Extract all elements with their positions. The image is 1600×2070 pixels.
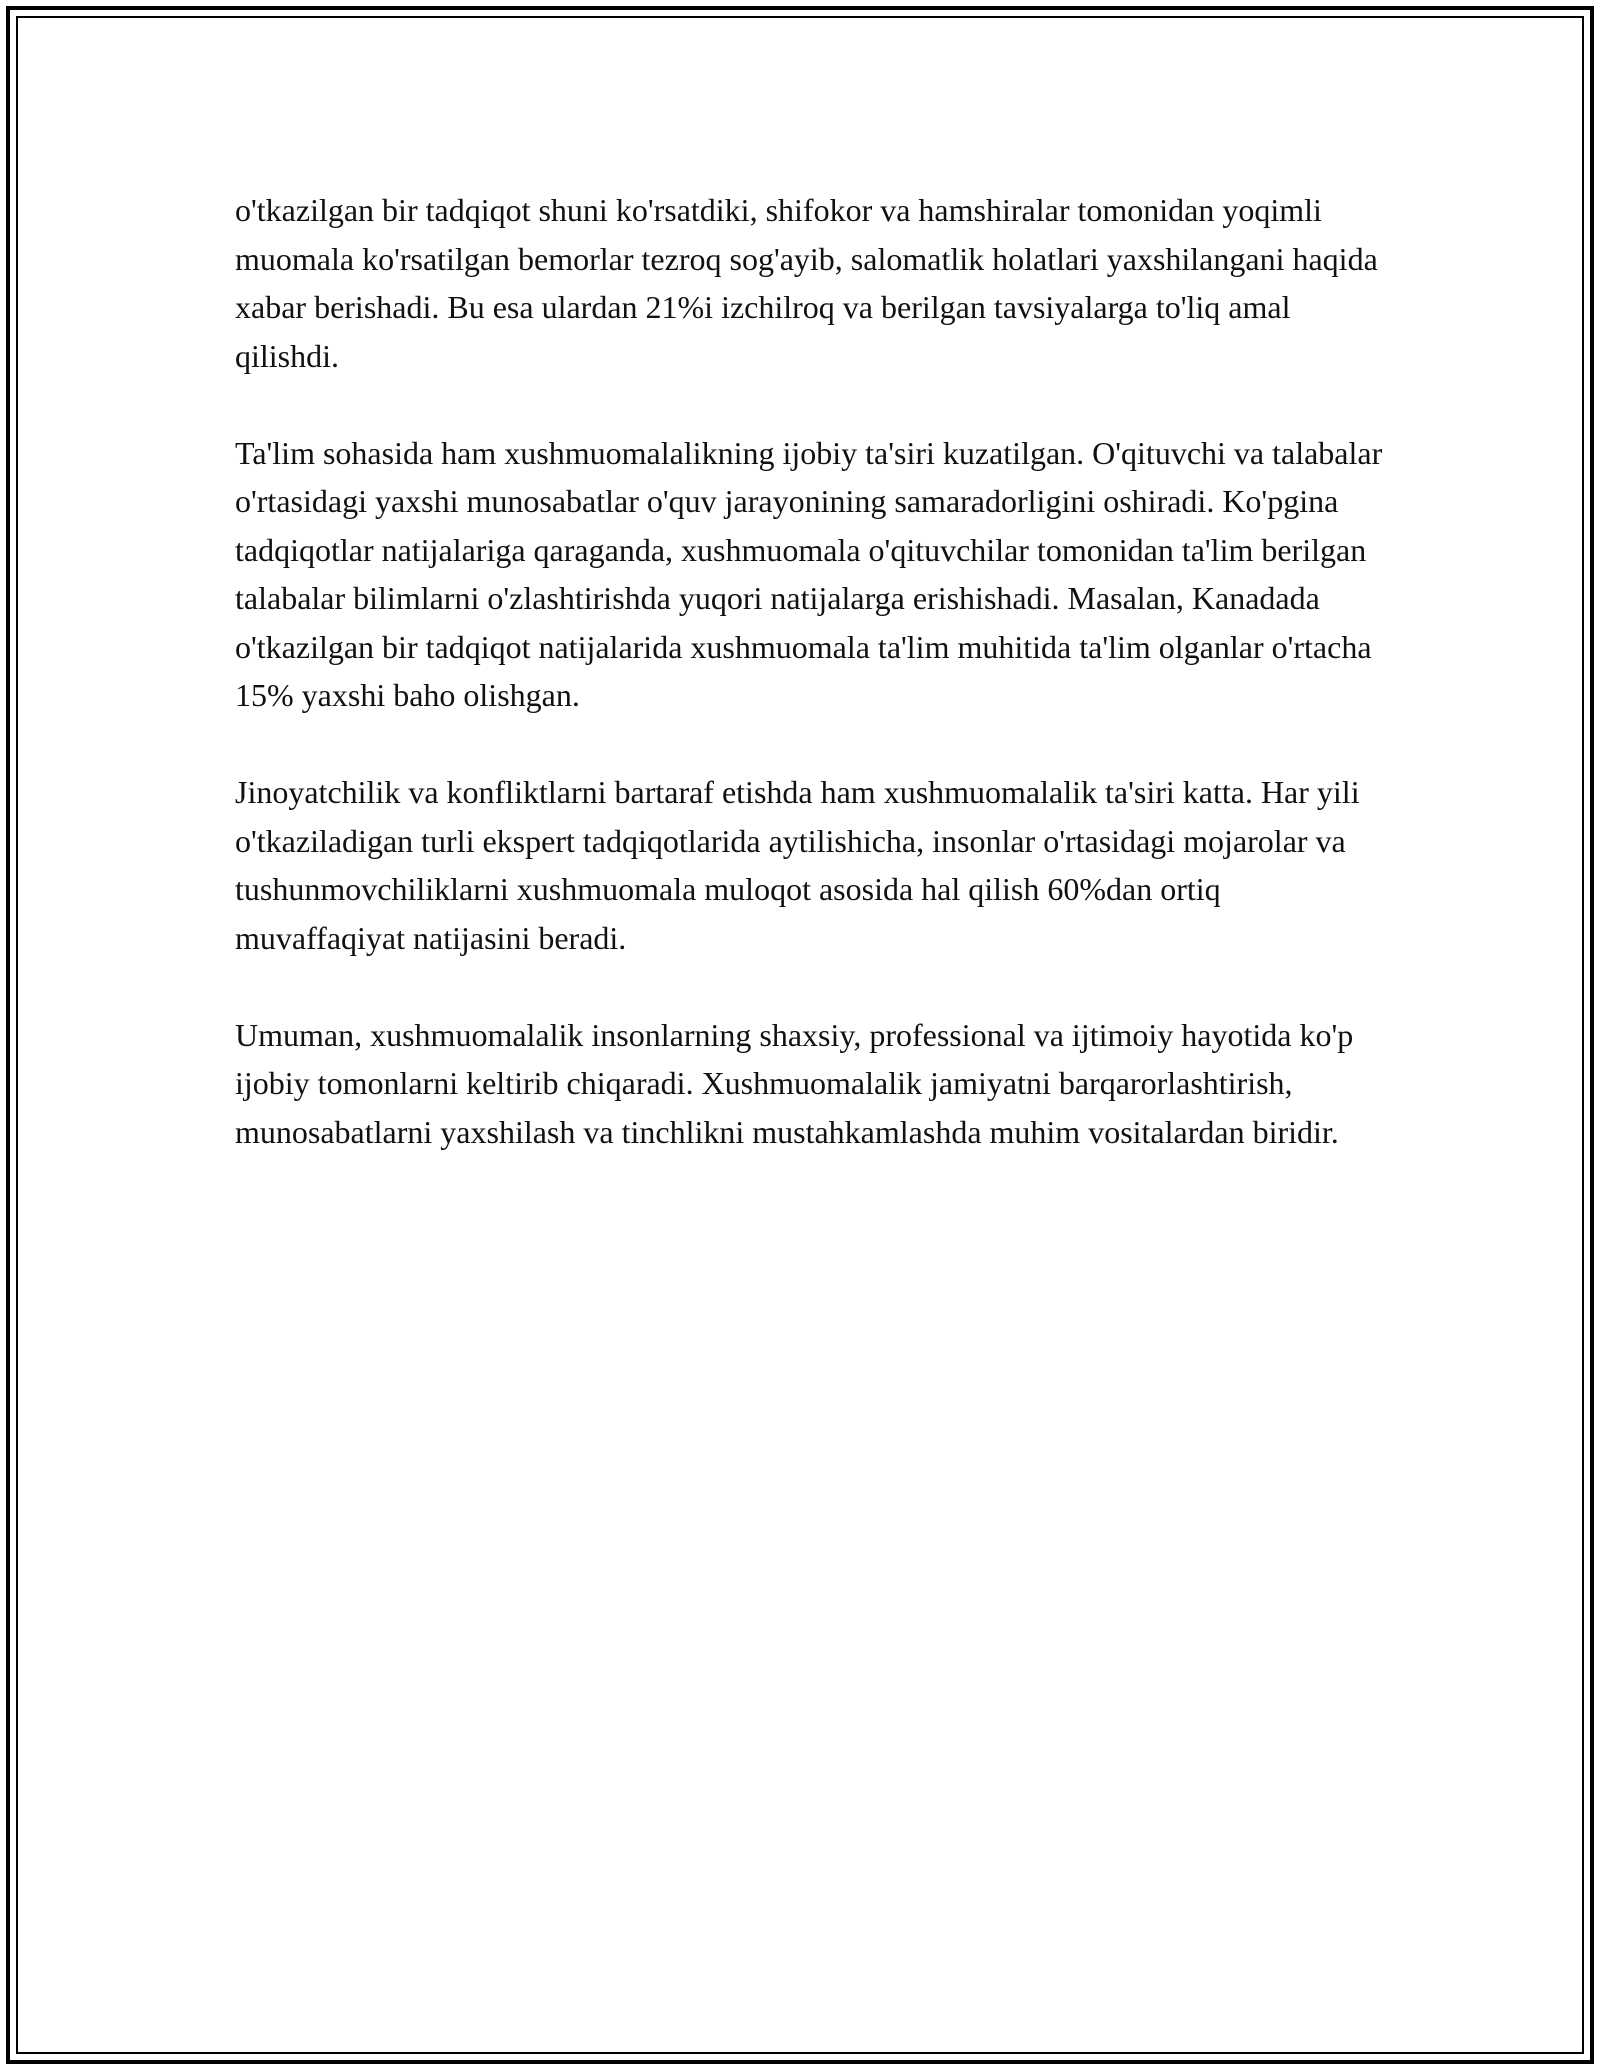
paragraph-education: Ta'lim sohasida ham xushmuomalalikning ijobiy ta'siri kuzatilgan. O'qituvchi va talabalar o'rtasidagi yaxshi munosabatlar o'quv jarayonining samaradorligini oshiradi. Ko'pgina tadqiqotlar natijalariga qaraganda, xushmuomala o'qituvchilar tomonidan ta'lim berilgan talabalar bilimlarni o'zlashtirishda yuqori natijalarga erishishadi. Masalan, Kanadada o'tkazilgan bir tadqiqot natijalarida xushmuomala ta'lim muhitida ta'lim olganlar o'rtacha 15% yaxshi baho olishgan. xyxy=(235,434,1383,713)
paragraph-conflict-resolution: Jinoyatchilik va konfliktlarni bartaraf etishda ham xushmuomalalik ta'siri katta. Har yili o'tkaziladigan turli ekspert tadqiqotlarida aytilishicha, insonlar o'rtasidagi mojarolar va tushunmovchiliklarni xushmuomala muloqot asosida hal qilish 60%dan ortiq muvaffaqiyat natijasini beradi. xyxy=(235,774,1360,956)
document-body xyxy=(235,186,1385,1205)
paragraph-conclusion: Umuman, xushmuomalalik insonlarning shaxsiy, professional va ijtimoiy hayotida ko'p ijobiy tomonlarni keltirib chiqaradi. Xushmuomalalik jamiyatni barqarorlashtirish, munosabatlarni yaxshilash va tinchlikni mustahkamlashda muhim vositalardan biridir. xyxy=(235,1016,1354,1150)
paragraph-healthcare: o'tkazilgan bir tadqiqot shuni ko'rsatdiki, shifokor va hamshiralar tomonidan yoqimli muomala ko'rsatilgan bemorlar tezroq sog'ayib, salomatlik holatlari yaxshilangani haqida xabar berishadi. Bu esa ulardan 21%i izchilroq va berilgan tavsiyalarga to'liq amal qilishdi. xyxy=(235,192,1378,374)
